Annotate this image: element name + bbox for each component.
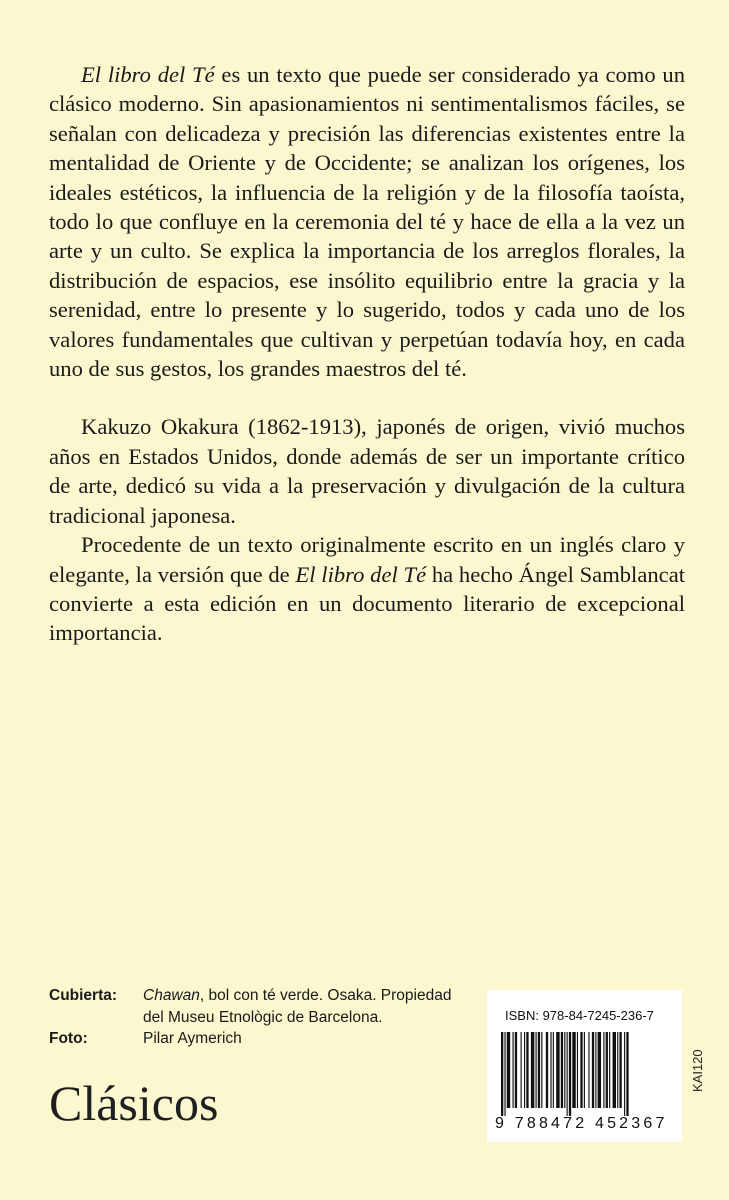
barcode-bar — [617, 1032, 618, 1108]
barcode-digits: 9 788472 452367 — [495, 1115, 668, 1132]
barcode-graphic — [501, 1032, 669, 1116]
barcode-bar — [524, 1032, 525, 1108]
barcode-bar — [561, 1032, 563, 1108]
cover-credit — [49, 985, 469, 1028]
barcode-bar — [515, 1032, 517, 1108]
cover-credit-rest: , bol con té verde. Osaka. Propiedad del Museu Etnològic de Barcelona. — [143, 987, 452, 1026]
barcode-bar — [564, 1032, 565, 1108]
barcode-bar — [536, 1032, 537, 1108]
barcode-bar — [526, 1032, 528, 1108]
barcode-bar — [541, 1032, 542, 1108]
blurb-paragraph-3 — [49, 530, 685, 648]
barcode-bar — [588, 1032, 589, 1108]
book-title-italic: El libro del Té — [295, 561, 427, 587]
barcode-bar — [546, 1032, 548, 1108]
barcode-bar — [592, 1032, 594, 1108]
barcode-bar — [513, 1032, 514, 1108]
barcode-bar — [609, 1032, 610, 1108]
barcode-bar — [550, 1032, 551, 1108]
barcode-bar — [504, 1032, 505, 1116]
barcode-bar — [603, 1032, 604, 1108]
barcode-bar — [531, 1032, 534, 1108]
barcode-bar — [538, 1032, 540, 1108]
barcode-bar — [577, 1032, 578, 1108]
barcode-bar — [507, 1032, 510, 1108]
cover-credit-text — [143, 985, 469, 1028]
barcode-bar — [521, 1032, 522, 1108]
series-name: Clásicos — [49, 1075, 219, 1131]
photo-credit-text: Pilar Aymerich — [143, 1030, 242, 1047]
book-title-italic: El libro del Té — [81, 62, 215, 87]
blurb-paragraph-3-after: ha hecho Ángel Samblancat convierte a esta edición en un documento literario de excepcional importancia. — [49, 561, 685, 646]
barcode-block — [487, 990, 682, 1142]
barcode-bar — [613, 1032, 616, 1108]
barcode-bar — [569, 1032, 571, 1116]
barcode-bar — [556, 1032, 559, 1108]
photo-credit — [49, 1028, 469, 1050]
cover-credit-label: Cubierta: — [49, 987, 118, 1004]
barcode-bar — [501, 1032, 503, 1116]
blurb-paragraph-1-text: es un texto que puede ser considerado ya como un clásico moderno. Sin apasionamientos ni sentimentalismos fáciles, se señalan con delicadeza y precisión las diferencias existentes entre la mentalidad de Oriente y de Occidente; se analizan los orígenes, los ideales estéticos, la influencia de la religión y de la filosofía taoísta, todo lo que confluye en la ceremonia del té y hace de ella a la vez un arte y un culto. Se explica la importancia de los arreglos florales, la distribución de espacios, ese insólito equilibrio entre la gracia y la serenidad, entre lo presente y lo sugerido, todos y cada uno de los valores fundamentales que cultivan y perpetúan todavía hoy, en cada uno de sus gestos, los grandes maestros del té. — [49, 62, 685, 382]
cover-credit-italic: Chawan — [143, 987, 200, 1004]
barcode-bar — [624, 1032, 625, 1116]
blurb-paragraph-3-before: Procedente de un texto originalmente escrito en un inglés claro y elegante, la versión que de — [49, 532, 685, 587]
barcode-bar — [595, 1032, 596, 1108]
barcode-bar — [626, 1032, 628, 1116]
isbn-text: ISBN: 978-84-7245-236-7 — [505, 1008, 654, 1023]
barcode-bar — [567, 1032, 568, 1116]
back-cover-blurb — [49, 60, 685, 648]
credits — [49, 985, 469, 1050]
barcode-bar — [584, 1032, 585, 1108]
edition-code: KAI120 — [690, 1049, 705, 1092]
blurb-paragraph-2: Kakuzo Okakura (1862-1913), japonés de origen, vivió muchos años en Estados Unidos, donde además de ser un importante crítico de arte, dedicó su vida a la preservación y divulgación de la cultura tradicional japonesa. — [49, 414, 685, 528]
barcode-bar — [553, 1032, 554, 1108]
blurb-paragraph-1 — [49, 60, 685, 383]
barcode-bar — [606, 1032, 608, 1108]
barcode-bar — [580, 1032, 582, 1108]
barcode-bar — [572, 1032, 575, 1108]
barcode-bar — [619, 1032, 621, 1108]
photo-credit-label: Foto: — [49, 1030, 88, 1047]
barcode-bar — [598, 1032, 601, 1108]
